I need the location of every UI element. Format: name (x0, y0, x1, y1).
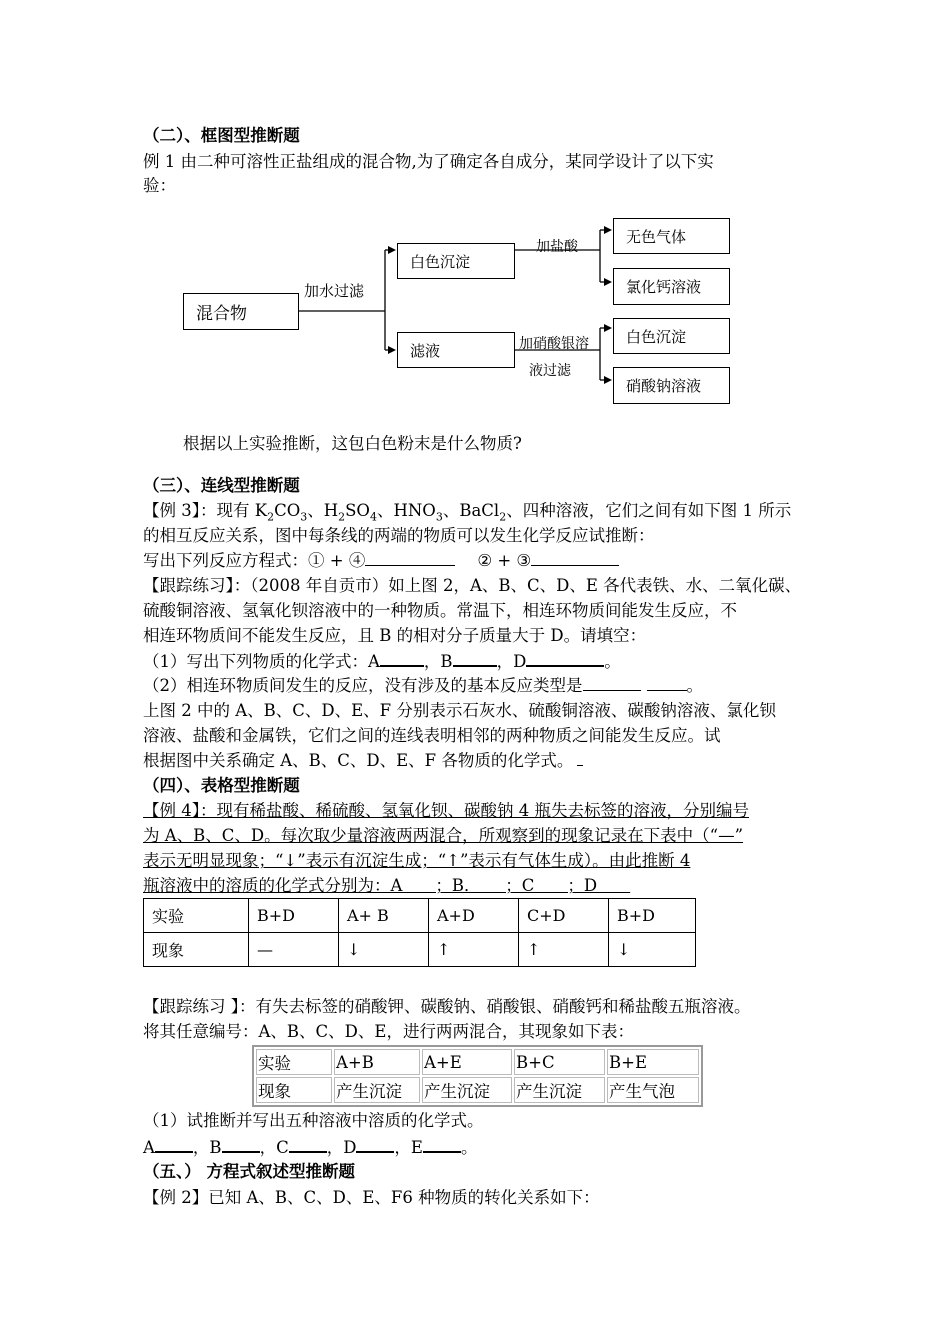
nano3-box (613, 367, 730, 404)
blank[interactable] (647, 674, 687, 691)
blank[interactable] (583, 674, 641, 691)
table-cell: 产生沉淀 (514, 1077, 605, 1103)
example2-label: 【例 2】 (143, 1188, 209, 1207)
blank-e[interactable] (423, 1135, 461, 1153)
table-cell: B+D (249, 899, 339, 933)
track4-label: 【跟踪练习 】 (143, 997, 239, 1016)
formula-so: SO (345, 501, 370, 520)
add-agno3-label-2: 液过滤 (529, 363, 571, 379)
table-cell: 现象 (144, 933, 249, 967)
track4-question: （1）试推断并写出五种溶液中溶质的化学式。 (143, 1111, 484, 1130)
sub: 3 (300, 510, 308, 524)
q1-c: ，D (496, 652, 527, 671)
ans-e: ，E (394, 1138, 423, 1157)
table-cell: C+D (519, 899, 609, 933)
section-heading-5: （五、） 方程式叙述型推断题 (143, 1162, 355, 1181)
section-heading-3: （三）、连线型推断题 (143, 476, 300, 495)
nano3-label: 硝酸钠溶液 (626, 377, 702, 395)
example4-line4: 瓶溶液中的溶质的化学式分别为：A ；B． ；C ；D (143, 876, 631, 895)
paragraph-line1: 上图 2 中的 A、B、C、D、E、F 分别表示石灰水、硫酸铜溶液、碳酸钠溶液、氯化钡 (143, 701, 776, 720)
ans-end: 。 (460, 1138, 478, 1157)
blank-d[interactable] (526, 649, 604, 667)
track-line2: 硫酸铜溶液、氢氧化钡溶液中的一种物质。常温下，相连环物质间能发生反应，不 (143, 601, 737, 620)
table-row (144, 933, 696, 967)
sub: 4 (369, 510, 377, 524)
example4-label: 【例 4】 (143, 801, 200, 820)
table-row (256, 1077, 699, 1103)
section-heading-2: （二）、框图型推断题 (143, 126, 300, 145)
formula-co: CO (274, 501, 301, 520)
table-cell: ↓ (609, 933, 696, 967)
sub: 2 (499, 510, 507, 524)
filtrate-box (397, 332, 515, 368)
formula-k: ：现有 K (200, 501, 268, 520)
table-cell: 实验 (256, 1049, 332, 1075)
q2-text: （2）相连环物质间发生的反应，没有涉及的基本反应类型是 (143, 676, 583, 695)
white-ppt-label: 白色沉淀 (410, 252, 471, 271)
blank-b[interactable] (222, 1135, 260, 1153)
example4-text: ：现有稀盐酸、稀硫酸、氢氧化钡、碳酸钠 4 瓶失去标签的溶液，分别编号 (200, 801, 749, 820)
example4-line2: 为 A、B、C、D。每次取少量溶液两两混合，所观察到的现象记录在下表中（“—” (143, 826, 744, 845)
cacl2-box (613, 268, 730, 305)
paragraph-line3 (143, 749, 583, 773)
table-cell: 现象 (256, 1077, 332, 1103)
example4-line3: 表示无明显现象；“↓”表示有沉淀生成；“↑”表示有气体生成）。由此推断 4 (143, 851, 691, 870)
sub: 3 (435, 510, 443, 524)
add-agno3-label: 加硝酸银溶 (519, 336, 589, 352)
phenomenon-table (252, 1045, 703, 1107)
experiment-table (143, 898, 696, 967)
table-cell: — (249, 933, 339, 967)
track-text: ：（2008 年自贡市）如上图 2，A、B、C、D、E 各代表铁、水、二氧化碳、 (233, 576, 802, 595)
track4-text: ：有失去标签的硝酸钾、碳酸钠、硝酸银、硝酸钙和稀盐酸五瓶溶液。 (239, 997, 751, 1016)
blank-d[interactable] (356, 1135, 394, 1153)
add-hcl-label: 加盐酸 (536, 239, 578, 255)
blank-a[interactable] (155, 1135, 193, 1153)
table-cell: A+D (429, 899, 519, 933)
blank-a[interactable] (380, 649, 424, 667)
example3-line2: 的相互反应关系，图中每条线的两端的物质可以发生化学反应试推断： (143, 526, 655, 545)
ans-b: ，B (192, 1138, 222, 1157)
table-cell: 产生沉淀 (334, 1077, 420, 1103)
table-cell: 产生沉淀 (422, 1077, 512, 1103)
example3-label: 【例 3】 (143, 501, 200, 520)
table-cell: ↓ (339, 933, 429, 967)
example3-line3 (143, 549, 619, 573)
table-cell: B+D (609, 899, 696, 933)
blank[interactable] (365, 549, 455, 566)
sub: 2 (267, 510, 275, 524)
example1-text: 例 1 由二种可溶性正盐组成的混合物,为了确定各自成分，某同学设计了以下实 (143, 152, 714, 171)
blank-c[interactable] (289, 1135, 327, 1153)
question-2 (143, 674, 703, 698)
track-line1 (143, 574, 801, 598)
ans-d: ，D (326, 1138, 357, 1157)
white-ppt2-box (613, 318, 730, 354)
flow-diagram (180, 212, 740, 412)
filtrate-label: 滤液 (410, 341, 441, 360)
sub: 2 (338, 510, 346, 524)
eq-1-4: 写出下列反应方程式：① + ④ (143, 551, 366, 570)
table-cell: ↑ (519, 933, 609, 967)
cacl2-label: 氯化钙溶液 (626, 278, 702, 296)
white-ppt2-label: 白色沉淀 (626, 327, 687, 346)
paragraph-line2: 溶液、盐酸和金属铁，它们之间的连线表明相邻的两种物质之间能发生反应。试 (143, 726, 721, 745)
water-filter-label: 加水过滤 (304, 282, 365, 300)
mixture-box (183, 293, 299, 330)
table-row (144, 899, 696, 933)
table-cell: ↑ (429, 933, 519, 967)
white-ppt-box (397, 243, 515, 279)
table-cell: A+B (334, 1049, 420, 1075)
example2-line (143, 1186, 600, 1210)
q2-end: 。 (686, 676, 703, 695)
ans-c: ，C (259, 1138, 289, 1157)
blank-b[interactable] (453, 649, 497, 667)
blank[interactable] (577, 749, 583, 766)
q1-b: ，B (423, 652, 453, 671)
track4-line2: 将其任意编号：A、B、C、D、E，进行两两混合，其现象如下表： (143, 1022, 634, 1041)
paragraph-line3-text: 根据图中关系确定 A、B、C、D、E、F 各物质的化学式。 (143, 751, 574, 770)
track-label: 【跟踪练习】 (143, 576, 234, 595)
track-line3: 相连环物质间不能发生反应，且 B 的相对分子质量大于 D。请填空： (143, 626, 647, 645)
track4-answers (143, 1135, 477, 1160)
ans-a: A (143, 1138, 155, 1157)
example4-line1 (143, 799, 749, 823)
gas-label: 无色气体 (626, 227, 687, 246)
table-row (256, 1049, 699, 1075)
diagram-question: 根据以上实验推断，这包白色粉末是什么物质? (183, 434, 522, 453)
table-cell: 产生气泡 (607, 1077, 699, 1103)
formula-h: 、H (307, 501, 339, 520)
gas-box (613, 218, 730, 254)
blank[interactable] (531, 549, 619, 566)
table-cell: 实验 (144, 899, 249, 933)
question-1 (143, 649, 621, 674)
q1-a: （1）写出下列物质的化学式：A (143, 652, 380, 671)
section-heading-4: （四）、表格型推断题 (143, 776, 300, 795)
formula-bacl: 、BaCl (442, 501, 500, 520)
track4-line1 (143, 995, 751, 1019)
table-cell: A+E (422, 1049, 512, 1075)
table-cell: A+ B (339, 899, 429, 933)
mixture-label: 混合物 (196, 304, 247, 324)
q1-end: 。 (604, 652, 621, 671)
table-cell: B+E (607, 1049, 699, 1075)
eq-2-3: ② + ③ (477, 551, 532, 570)
formula-hno: 、HNO (376, 501, 436, 520)
example3-text-tail: 、四种溶液，它们之间有如下图 1 所示 (506, 501, 792, 520)
example1-text-cont: 验： (143, 176, 176, 195)
example2-text: 已知 A、B、C、D、E、F6 种物质的转化关系如下： (208, 1188, 600, 1207)
table-cell: B+C (514, 1049, 605, 1075)
